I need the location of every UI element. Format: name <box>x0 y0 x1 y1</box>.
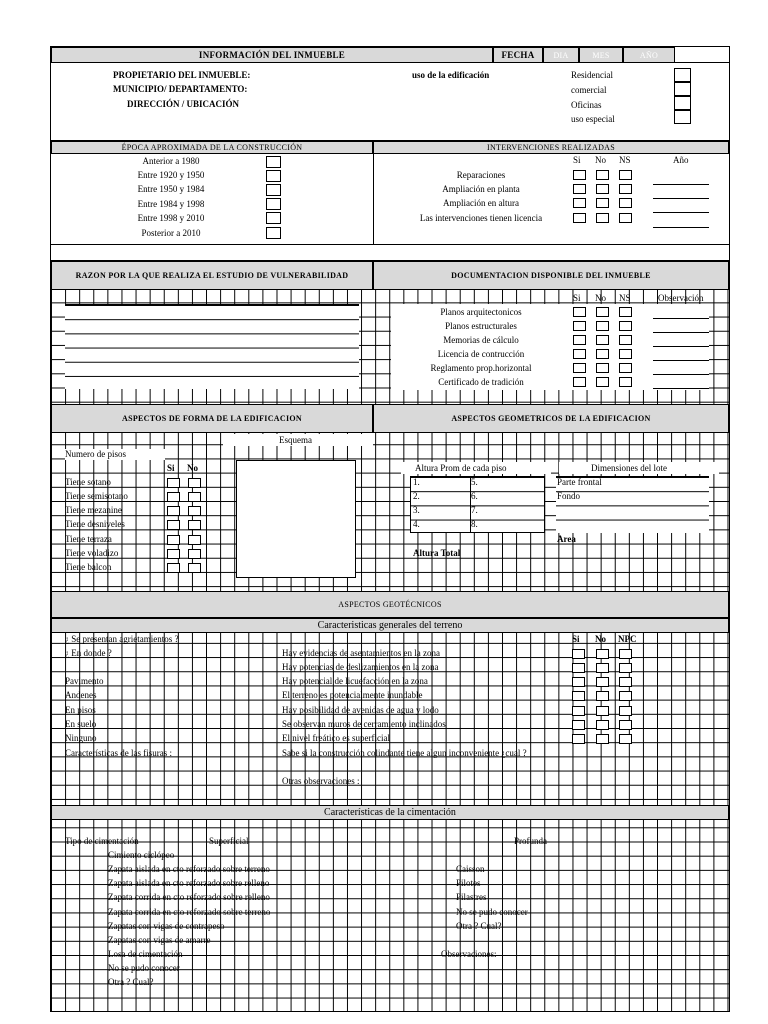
interv-si-box-3[interactable] <box>573 198 586 208</box>
cim-left-10: Otra ? Cual? <box>108 977 154 987</box>
forma-no-box-1[interactable] <box>188 478 201 488</box>
doc-si-box-1[interactable] <box>573 307 586 317</box>
tipo-label: Tipo de cimentación <box>65 836 139 846</box>
altura-total-label: Altura Total <box>413 548 461 558</box>
geo-no-box-1[interactable] <box>596 649 609 659</box>
geo-no: No <box>595 634 606 644</box>
cim-left-9: No se pudo conocer <box>108 963 180 973</box>
vulnerability-form <box>50 46 730 1012</box>
epoca-title: ÉPOCA APROXIMADA DE LA CONSTRUCCIÓN <box>121 143 303 152</box>
cimentacion-header <box>51 805 729 820</box>
terreno-subheader <box>51 618 729 633</box>
geo-item-3: Hay potencial de licuefacción en la zona <box>282 676 428 686</box>
frontal-label: Parte frontal <box>557 477 602 487</box>
geo-no-box-5[interactable] <box>596 706 609 716</box>
forma-si-box-3[interactable] <box>167 506 180 516</box>
geo-npc-box-4[interactable] <box>619 691 632 701</box>
uso-comercial-box[interactable] <box>674 82 691 96</box>
doc-item-1: Planos arquitectonicos <box>440 307 522 317</box>
forma-no-box-7[interactable] <box>188 563 201 573</box>
documentacion-header <box>373 261 729 290</box>
doc-no-box-6[interactable] <box>596 377 609 387</box>
razon-header <box>51 261 373 290</box>
doc-ns: NS <box>619 293 631 303</box>
doc-item-3: Memorias de cálculo <box>443 335 519 345</box>
forma-si-box-4[interactable] <box>167 520 180 530</box>
geo-no-box-3[interactable] <box>596 677 609 687</box>
geo-npc-box-1[interactable] <box>619 649 632 659</box>
geotecnicos-header <box>51 591 729 618</box>
epoca-box-2[interactable] <box>266 170 281 182</box>
forma-header <box>51 404 373 433</box>
pisos-label: Numero de pisos <box>65 449 126 459</box>
municipio-label: MUNICIPIO/ DEPARTAMENTO: <box>113 84 248 94</box>
interv-ano-line-3[interactable] <box>653 212 709 213</box>
interv-no: No <box>595 155 606 165</box>
doc-ns-box-4[interactable] <box>619 349 632 359</box>
interv-si-box-2[interactable] <box>573 184 586 194</box>
fecha-label: FECHA <box>501 50 535 60</box>
doc-no-box-3[interactable] <box>596 335 609 345</box>
interv-ns: NS <box>619 155 631 165</box>
forma-no-box-4[interactable] <box>188 520 201 530</box>
geo-item-4: El terreno es potencialmente inundable <box>282 690 423 700</box>
interv-item-3: Ampliación en altura <box>443 198 519 208</box>
cim-left-7: Zapatas con vigas de amarre <box>108 935 211 945</box>
epoca-item-1: Anterior a 1980 <box>142 156 200 166</box>
altura-num-3: 3. <box>413 505 420 515</box>
forma-no-box-5[interactable] <box>188 535 201 545</box>
forma-si-box-1[interactable] <box>167 478 180 488</box>
uso-especial: uso especial <box>571 114 615 124</box>
doc-item-6: Certificado de tradición <box>438 377 524 387</box>
area-label: Area <box>557 534 576 544</box>
razon-text-area[interactable] <box>65 304 359 389</box>
epoca-box-5[interactable] <box>266 212 281 224</box>
interv-si-box-1[interactable] <box>573 170 586 180</box>
geo-si: Si <box>572 634 580 644</box>
altura-num-8: 8. <box>471 519 478 529</box>
direccion-label: DIRECCIÓN / UBICACIÓN <box>127 99 240 109</box>
cim-left-6: Zapatas con vigas de contrapeso <box>108 921 225 931</box>
donde-q: ¿ En donde ? <box>65 648 112 658</box>
doc-no: No <box>595 293 606 303</box>
propietario-label: PROPIETARIO DEL INMUEBLE: <box>113 70 251 80</box>
geo-si-box-4[interactable] <box>572 691 585 701</box>
interv-ano: Año <box>673 155 689 165</box>
uso-residencial: Residencial <box>571 70 613 80</box>
forma-item-1: Tiene sotano <box>65 477 111 487</box>
interv-ns-box-4[interactable] <box>619 213 632 223</box>
interv-item-4: Las intervenciones tienen licencia <box>419 213 543 223</box>
interv-no-box-1[interactable] <box>596 170 609 180</box>
fondo-label: Fondo <box>557 491 581 501</box>
interv-no-box-3[interactable] <box>596 198 609 208</box>
forma-si-box-7[interactable] <box>167 563 180 573</box>
altura-num-4: 4. <box>413 519 420 529</box>
altura-num-7: 7. <box>471 505 478 515</box>
interv-si-box-4[interactable] <box>573 213 586 223</box>
interv-item-2: Ampliación en planta <box>442 184 520 194</box>
interv-ano-line-2[interactable] <box>653 198 709 199</box>
dia-cell[interactable] <box>543 47 579 63</box>
epoca-item-2: Entre 1920 y 1950 <box>137 170 205 180</box>
forma-no: No <box>187 463 198 473</box>
lugar-4: En suelo <box>65 719 97 729</box>
doc-no-box-2[interactable] <box>596 321 609 331</box>
forma-item-7: Tiene balcon <box>65 562 112 572</box>
epoca-item-5: Entre 1998 y 2010 <box>137 213 205 223</box>
interv-ano-line-1[interactable] <box>653 184 709 185</box>
geo-item-1: Hay evidencias de asentamientos en la zona <box>282 648 440 658</box>
superficial-label: Superficial <box>209 836 249 846</box>
doc-obs-line-3[interactable] <box>653 346 709 347</box>
documentacion-title: DOCUMENTACION DISPONIBLE DEL INMUEBLE <box>451 271 651 280</box>
epoca-item-6: Posterior a 2010 <box>141 228 201 238</box>
geo-no-box-2[interactable] <box>596 663 609 673</box>
epoca-item-3: Entre 1950 y 1984 <box>137 184 205 194</box>
uso-residencial-box[interactable] <box>674 68 691 82</box>
geo-npc-box-2[interactable] <box>619 663 632 673</box>
mes-label: MES <box>592 50 610 60</box>
colindante-label: Sabe si la construcción colindante tiene algun inconveniente ¿cual ? <box>282 748 527 758</box>
cim-observaciones: Observaciones: <box>441 949 497 959</box>
epoca-box-4[interactable] <box>266 198 281 210</box>
doc-obs-line-4[interactable] <box>653 360 709 361</box>
doc-ns-box-3[interactable] <box>619 335 632 345</box>
forma-si: Si <box>167 463 175 473</box>
doc-si-box-2[interactable] <box>573 321 586 331</box>
fisuras-label: Características de las fisuras : <box>65 748 172 758</box>
geometricos-title: ASPECTOS GEOMETRICOS DE LA EDIFICACION <box>451 414 651 423</box>
altura-num-6: 6. <box>471 491 478 501</box>
doc-no-box-1[interactable] <box>596 307 609 317</box>
cim-left-1: Cimiento ciclópeo <box>108 850 175 860</box>
geo-npc-box-6[interactable] <box>619 720 632 730</box>
altura-prom-label: Altura Prom de cada piso <box>415 463 507 473</box>
doc-item-5: Reglamento prop.horizontal <box>430 363 532 373</box>
interv-ns-box-1[interactable] <box>619 170 632 180</box>
forma-no-box-6[interactable] <box>188 549 201 559</box>
dimensiones-label: Dimensiones del lote <box>591 463 667 473</box>
interv-no-box-4[interactable] <box>596 213 609 223</box>
cim-left-8: Losa de cimentación <box>108 949 183 959</box>
forma-title: ASPECTOS DE FORMA DE LA EDIFICACION <box>122 414 302 423</box>
doc-obs-line-2[interactable] <box>653 332 709 333</box>
info-header <box>51 47 493 63</box>
interv-ano-line-4[interactable] <box>653 227 709 228</box>
doc-obs-line-5[interactable] <box>653 374 709 375</box>
geo-si-box-2[interactable] <box>572 663 585 673</box>
epoca-item-4: Entre 1984 y 1998 <box>137 199 205 209</box>
geo-si-box-3[interactable] <box>572 677 585 687</box>
forma-item-2: Tiene semisotano <box>65 491 128 501</box>
geo-npc-box-7[interactable] <box>619 734 632 744</box>
geo-item-2: Hay potencias de deslizamientos en la zona <box>282 662 439 672</box>
razon-title: RAZON POR LA QUE REALIZA EL ESTUDIO DE VULNERABILIDAD <box>75 271 349 280</box>
forma-item-3: Tiene mezanine <box>65 505 122 515</box>
interv-ns-box-3[interactable] <box>619 198 632 208</box>
lugar-2: Andenes <box>65 690 97 700</box>
lugar-3: En pisos <box>65 705 96 715</box>
geo-item-7: El nivel freático es superficial <box>282 733 390 743</box>
doc-no-box-4[interactable] <box>596 349 609 359</box>
forma-no-box-2[interactable] <box>188 492 201 502</box>
cim-left-5: Zapata corrida en cto reforzado sobre terreno <box>108 907 271 917</box>
esquema-box[interactable] <box>236 460 356 578</box>
cim-left-2: Zapata aislada en cto reforzado sobre terreno <box>108 864 270 874</box>
fecha-header <box>493 47 543 63</box>
cimentacion-title: Características de la cimentación <box>324 807 456 818</box>
doc-obs-line-6[interactable] <box>653 388 709 389</box>
cim-right-4: No se pudo conocer <box>456 907 528 917</box>
forma-no-box-3[interactable] <box>188 506 201 516</box>
geo-item-5: Hay posibilidad de avenidas de agua y lodo <box>282 705 439 715</box>
geo-si-box-1[interactable] <box>572 649 585 659</box>
doc-si-box-5[interactable] <box>573 363 586 373</box>
geometricos-header <box>373 404 729 433</box>
intervenciones-header <box>373 141 729 154</box>
uso-label: uso de la edificación <box>412 70 490 80</box>
dia-label: DIA <box>553 50 569 60</box>
cim-right-3: Pilastres <box>456 892 487 902</box>
geo-no-box-7[interactable] <box>596 734 609 744</box>
ano-label: AÑO <box>639 50 659 60</box>
cim-right-5: Otra ? Cual? <box>456 921 502 931</box>
geotecnicos-title: ASPECTOS GEOTÉCNICOS <box>338 600 442 609</box>
cim-left-4: Zapata corrida en cto reforzado sobre relleno <box>108 892 270 902</box>
geo-si-box-5[interactable] <box>572 706 585 716</box>
epoca-box-6[interactable] <box>266 227 281 239</box>
geo-si-box-6[interactable] <box>572 720 585 730</box>
doc-si-box-4[interactable] <box>573 349 586 359</box>
geo-no-box-4[interactable] <box>596 691 609 701</box>
doc-no-box-5[interactable] <box>596 363 609 373</box>
altura-num-5: 5. <box>471 477 478 487</box>
agrietamientos-q: ¿ Se presentan agrietamientos ? <box>65 634 179 644</box>
forma-item-4: Tiene desniveles <box>65 519 125 529</box>
doc-obs-line-1[interactable] <box>653 318 709 319</box>
doc-ns-box-2[interactable] <box>619 321 632 331</box>
esquema-label: Esquema <box>279 435 312 445</box>
forma-item-6: Tiene voladizo <box>65 548 119 558</box>
doc-ns-box-5[interactable] <box>619 363 632 373</box>
epoca-box-1[interactable] <box>266 156 281 168</box>
forma-si-box-5[interactable] <box>167 535 180 545</box>
mes-cell[interactable] <box>579 47 623 63</box>
altura-num-1: 1. <box>413 477 420 487</box>
forma-si-box-2[interactable] <box>167 492 180 502</box>
forma-si-box-6[interactable] <box>167 549 180 559</box>
ano-cell[interactable] <box>623 47 675 63</box>
lugar-5: Ninguno <box>65 733 97 743</box>
uso-especial-box[interactable] <box>674 110 691 124</box>
uso-oficinas-box[interactable] <box>674 96 691 110</box>
doc-si-box-6[interactable] <box>573 377 586 387</box>
geo-si-box-7[interactable] <box>572 734 585 744</box>
epoca-box-3[interactable] <box>266 184 281 196</box>
geo-npc-box-5[interactable] <box>619 706 632 716</box>
epoca-header <box>51 141 373 154</box>
intervenciones-title: INTERVENCIONES REALIZADAS <box>487 143 615 152</box>
geo-npc: NPC <box>618 634 637 644</box>
geo-no-box-6[interactable] <box>596 720 609 730</box>
cim-right-1: Caisson <box>456 864 485 874</box>
geo-item-6: Se observan muros de cerramiento inclinados <box>282 719 446 729</box>
profunda-label: Profunda <box>514 836 547 846</box>
interv-ns-box-2[interactable] <box>619 184 632 194</box>
cim-left-3: Zapata aislada en cto reforzado sobre relleno <box>108 878 270 888</box>
uso-comercial: comercial <box>571 85 607 95</box>
info-title: INFORMACIÓN DEL INMUEBLE <box>198 50 346 60</box>
geo-npc-box-3[interactable] <box>619 677 632 687</box>
doc-si-box-3[interactable] <box>573 335 586 345</box>
forma-item-5: Tiene terraza <box>65 534 112 544</box>
doc-ns-box-6[interactable] <box>619 377 632 387</box>
doc-item-2: Planos estructurales <box>445 321 517 331</box>
otras-label: Otras observaciones : <box>282 776 360 786</box>
terreno-subtitle: Caracteristicas generales del terreno <box>317 620 463 631</box>
doc-ns-box-1[interactable] <box>619 307 632 317</box>
doc-si: Si <box>573 293 581 303</box>
interv-no-box-2[interactable] <box>596 184 609 194</box>
interv-item-1: Reparaciones <box>456 170 506 180</box>
uso-oficinas: Oficinas <box>571 100 602 110</box>
interv-si: Si <box>573 155 581 165</box>
lugar-1: Pavimento <box>65 676 104 686</box>
altura-num-2: 2. <box>413 491 420 501</box>
cim-right-2: Pilotes <box>456 878 481 888</box>
doc-obs: Observación <box>658 293 704 303</box>
doc-item-4: Licencia de contrucción <box>437 349 525 359</box>
